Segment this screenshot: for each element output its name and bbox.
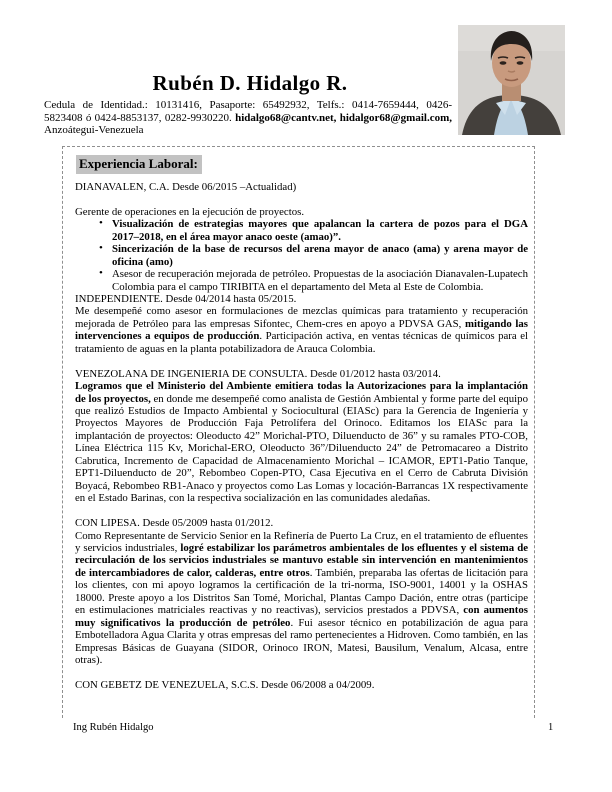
company-line-dianavalen: DIANAVALEN, C.A. Desde 06/2015 –Actualidad): [75, 181, 297, 193]
left-eye: [500, 61, 507, 64]
right-eye: [517, 61, 524, 64]
experience-section: [62, 146, 535, 718]
bullet-item-1: [75, 218, 528, 243]
contact-info-block: [44, 99, 452, 137]
contact-location: Anzoátegui-Venezuela: [44, 124, 144, 137]
role-line-dianavalen: Gerente de operaciones en la ejecución de proyectos.: [75, 205, 305, 218]
blank-line: [75, 505, 528, 517]
independiente-run-2-bold: mitigando las intervenciones a equipos de producción: [75, 317, 529, 343]
lipesa-run-5: . Fui asesor técnico en potabilización de agua para Embotelladora Agua Clarita y otras empresas del ramo pertenecientes a Hidroven. Como también, en las Empresas Básicas de Guayana (SIDOR, Orinoco IRON, Matesi, Bausilum, Venalum, Alcasa, entre otras).: [75, 616, 529, 667]
email-secondary: hidalgor68@gmail.com,: [339, 111, 452, 124]
email-primary: hidalgo68@cantv.net,: [235, 111, 340, 124]
blank-line: [75, 193, 528, 205]
independiente-run-3: . Participación activa, en ventas técnicas de químicos para el tratamiento de aguas en la planta potabilizadora de Arauca Colombia.: [75, 330, 528, 355]
lipesa-run-1: Como Representante de Servicio Senior en la Refinería de Puerto La Cruz, en el tratamiento de efluentes y servicios industriales,: [75, 529, 529, 554]
bullet-item-3: [75, 268, 528, 293]
contact-info-text: Cedula de Identidad.: 10131416, Pasaporte: 65492932, Telfs.: 0414-7659444, 0426-5823408 ó 0424-8853137, 0282-9930220.: [44, 99, 452, 124]
page-number: 1: [548, 722, 554, 733]
profile-photo: [458, 25, 565, 135]
company-line-lipesa: CON LIPESA. Desde 05/2009 hasta 01/2012.: [75, 517, 274, 530]
lipesa-run-3: . También, preparaba las ofertas de licitación para los clientes, con mi apoyo logramos la certificación de la tri-norma, ISO-9001, 14001 y la OSHAS 18000. Preste apoyo a los Distritos San Tomé, Morichal, Plantas Campo Dación, entre otras (participe en estimulaciones matriciales reactivas y no reactivas), servicios prestados a PDVSA,: [75, 566, 528, 617]
company-line-gebetz: CON GEBETZ DE VENEZUELA, S.C.S. Desde 06/2008 a 04/2009.: [75, 678, 375, 691]
blank-line: [75, 355, 528, 367]
blank-line: [75, 666, 528, 678]
experience-body: [75, 181, 528, 691]
lipesa-run-4-bold: con aumentos muy significativos la producción de petróleo: [75, 604, 528, 629]
lipesa-run-2-bold: logré estabilizar los parámetros ambientales de los efluentes y el sistema de recirculación de los servicios industriales se mantuvo estable sin intervención en mantenimientos de intercambiadores de calor, calderas, entre otros: [75, 541, 529, 579]
independiente-run-1: Me desempeñé como asesor en formulaciones de mezclas químicas para tratamiento y recuperación mejorada de Petróleo para las empresas Sifontec, Chem-cres en apoyo a PDVSA GAS,: [75, 305, 528, 330]
company-line-venezolana: VENEZOLANA DE INGENIERIA DE CONSULTA. Desde 01/2012 hasta 03/2014.: [75, 367, 441, 380]
footer-author: Ing Rubén Hidalgo: [73, 722, 154, 733]
venezolana-run-1-bold: Logramos que el Ministerio del Ambiente emitiera todas la Autorizaciones para la implantación de los proyectos,: [75, 380, 528, 405]
bullet-2-text: Sincerización de la base de recursos del arena mayor de anaco (ama) y arena mayor de oficina (amo): [112, 243, 528, 268]
bullet-3-text: Asesor de recuperación mejorada de petróleo. Propuestas de la asociación Dianavalen-Lupatech Colombia para el campo TIRIBITA en el departamento del Meta al Este de Colombia.: [112, 268, 528, 293]
independiente-paragraph: [75, 305, 528, 355]
bullet-1-text: Visualización de estrategias mayores que apalancan la cartera de pozos para el DGA 2017–2018, en el área mayor anaco oeste (amao)”.: [112, 218, 528, 243]
venezolana-paragraph: [75, 380, 528, 505]
venezolana-run-2: en donde me desempeñé como analista de Gestión Ambiental y forme parte del equipo que realizó Estudios de Impacto Ambiental y Sociocultural (EIASc) para la Gerencia de Ingeniería y Proyectos Mayores de Producción Faja Petrolífera del Orinoco. Editamos los EIASc para la implantación de proyectos: Oleoducto 42” Morichal-PTO, Diluenducto de 36” y su ramales PTO-COB, Línea Eléctrica 115 Kv, Morichal-ERO, Oleoducto 36”/Diluenducto 24” de Petromacareo a Distrito Cabrutica, Incremento de Capacidad de Almacenamiento Morichal – ICAMOR, EPT1-Patio Tanque, EPT1-Diluenducto de 20”, Rebombeo Copen-PTO, Casa Ejecutiva en el Cerro de Cabruta División Boyacá, Rebombeo RB1-Anaco y proyectos como Las Lomas y locación-Barrancas 1X respectivamente en el Estado Barinas, con la respectiva socialización en las comunidades aledañas.: [75, 392, 528, 505]
portrait-illustration: [458, 25, 565, 135]
dianavalen-bullet-list: [75, 218, 528, 293]
section-heading-experiencia-laboral: Experiencia Laboral:: [76, 155, 202, 174]
lipesa-paragraph: [75, 530, 528, 667]
person-name: Rubén D. Hidalgo R.: [152, 71, 348, 95]
company-line-independiente: INDEPENDIENTE. Desde 04/2014 hasta 05/2015.: [75, 293, 297, 306]
bullet-item-2: [75, 243, 528, 268]
